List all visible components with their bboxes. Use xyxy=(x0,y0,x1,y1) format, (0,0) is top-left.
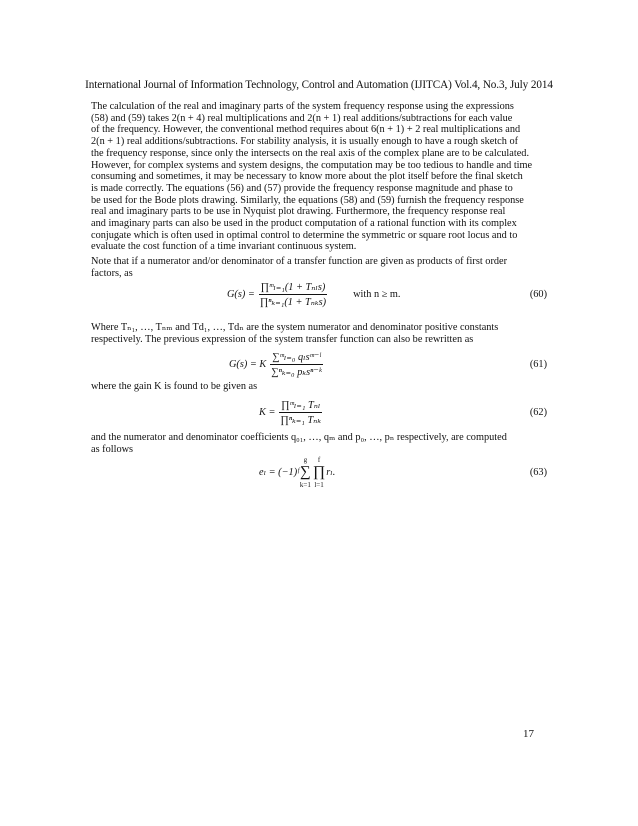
equation-61 xyxy=(91,349,547,379)
eq60-denominator: ∏ⁿₖ₌₁(1 + Tₙₖs) xyxy=(259,296,327,308)
paragraph-coefficients xyxy=(91,432,547,455)
eq61-number: (61) xyxy=(529,358,547,370)
eq63-product xyxy=(313,456,325,489)
eq62-fraction xyxy=(278,399,323,426)
paragraph5-line: as follows xyxy=(91,443,134,455)
paragraph1-line: is made correctly. The equations (56) and (57) provide the frequency response magnitude and phase to xyxy=(91,182,513,194)
paragraph1-line: of the frequency. However, the conventional method requires about 6(n + 1) + 2 real multiplications and xyxy=(91,124,521,136)
paragraph1-line: be used for the Bode plots drawing. Similarly, the equations (58) and (59) furnish the frequency response xyxy=(91,194,524,206)
paragraph3-line: respectively. The previous expression of the system transfer function can also be rewritten as xyxy=(91,333,474,345)
eq62-lhs: K = xyxy=(259,406,276,418)
eq63-lhs: eₗ = (−1)ᶠ xyxy=(259,467,299,478)
eq60-fraction xyxy=(258,281,328,308)
eq60-number: (60) xyxy=(529,288,547,300)
eq63-sum-bottom: k=1 xyxy=(299,480,311,489)
equation-63 xyxy=(91,454,547,490)
paragraph2-line: factors, as xyxy=(91,267,133,279)
eq61-lhs: G(s) = K xyxy=(229,358,267,370)
paragraph1-line: conjugate which is often used in optimal control to determine the symmetric or square root locus and to xyxy=(91,229,518,241)
paragraph-note-products xyxy=(91,256,547,279)
eq63-sum xyxy=(300,456,311,489)
equation-60 xyxy=(91,279,547,309)
eq62-number: (62) xyxy=(529,406,547,418)
eq61-numerator: ∑ᵐₗ₌₀ qₗsᵐ⁻ˡ xyxy=(272,351,321,363)
paragraph-system-constants xyxy=(91,322,547,345)
eq61-fraction xyxy=(269,351,323,378)
paragraph1-line: the frequency response, since only the intersects on the real axis of the complex plane are to be calculated. xyxy=(91,147,530,159)
eq63-prod-top: f xyxy=(317,455,321,464)
eq60-lhs: G(s) = xyxy=(227,288,255,300)
eq61-denominator: ∑ⁿₖ₌₀ pₖsⁿ⁻ᵏ xyxy=(271,366,322,378)
paragraph1-line: However, for complex systems and system designs, the computation may be too tedious to handle and time xyxy=(91,159,533,171)
paragraph1-line: consuming and sometimes, it may be necessary to know more about the plot itself before the final sketch xyxy=(91,171,523,183)
eq63-rhs: rₗ. xyxy=(326,467,336,478)
paragraph1-line: (58) and (59) takes 2(n + 4) real multiplications and 2(n + 1) real additions/subtractions for each value xyxy=(91,112,513,124)
equation-62 xyxy=(91,395,547,429)
eq60-numerator: ∏ᵐₗ₌₁(1 + Tₙₗs) xyxy=(260,281,326,293)
page-number: 17 xyxy=(523,728,534,740)
eq63-sum-top: g xyxy=(303,455,308,464)
running-header: International Journal of Information Technology, Control and Automation (IJITCA) Vol.4, No.3, July 2014 xyxy=(85,79,553,91)
product-symbol: ∏ xyxy=(312,463,326,480)
paragraph5-line: and the numerator and denominator coefficients q₀₁, …, qₘ and p₀, …, pₙ respectively, are computed xyxy=(91,432,507,443)
paragraph1-line: 2(n + 1) real additions/subtractions. For stability analysis, it is usually enough to have a rough sketch of xyxy=(91,136,519,148)
paragraph2-line: Note that if a numerator and/or denominator of a transfer function are given as products of first order xyxy=(91,256,508,267)
sum-symbol: ∑ xyxy=(300,463,311,480)
paragraph-frequency-response xyxy=(91,101,547,253)
eq62-denominator: ∏ⁿₖ₌₁ Tₙₖ xyxy=(280,414,322,426)
paragraph-gain: where the gain K is found to be given as xyxy=(91,381,258,392)
paragraph3-line: Where Tₙ₁, …, Tₙₘ and Td₁, …, Tdₙ are the system numerator and denominator positive constants xyxy=(91,322,499,333)
paragraph1-line: and imaginary parts can also be used in the product computation of a rational function with its complex xyxy=(91,218,517,230)
eq60-condition: with n ≥ m. xyxy=(353,288,401,300)
paragraph1-line: The calculation of the real and imaginary parts of the system frequency response using the expressions xyxy=(91,101,514,112)
eq63-number: (63) xyxy=(529,466,547,478)
eq62-numerator: ∏ᵐₗ₌₁ Tₙₗ xyxy=(281,399,321,411)
paragraph1-line: real and imaginary parts to be use in Nyquist plot drawing. Furthermore, the frequency response real xyxy=(91,206,506,218)
eq63-prod-bottom: l=1 xyxy=(314,480,324,489)
paragraph1-line: evaluate the cost function of a time invariant continuous system. xyxy=(91,241,357,253)
